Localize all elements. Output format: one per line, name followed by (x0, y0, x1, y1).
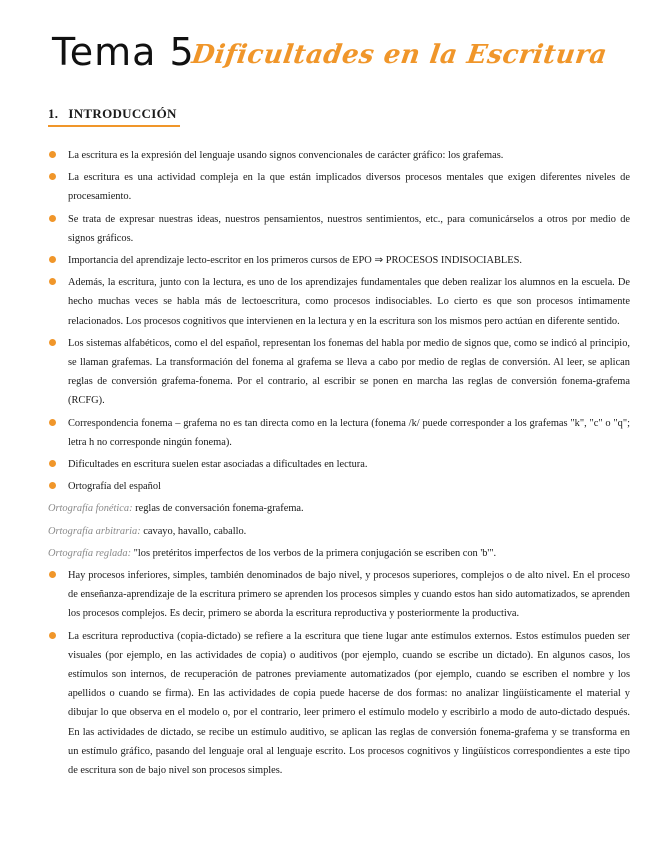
bullet-icon (49, 339, 56, 346)
bullet-text: Dificultades en escritura suelen estar asociadas a dificultades en lectura. (68, 459, 368, 471)
content (48, 146, 630, 783)
bullet-icon (49, 151, 56, 158)
bullet-text: Importancia del aprendizaje lecto-escritor en los primeros cursos de EPO ⇒ PROCESOS INDISOCIABLES. (68, 255, 522, 267)
section-heading (48, 106, 177, 122)
bullet-text: Además, la escritura, junto con la lectura, es uno de los aprendizajes fundamentales que deben realizar los alumnos en la escuela. De hecho muchas veces se habla más de lectoescritura, como procesos indisociables. Lo cierto es que son procesos íntimamente relacionados. Los procesos cognitivos que intervienen en la lectura y en la escritura son los mismos pero actúan en diferente sentido. (68, 277, 630, 327)
title-row (52, 30, 622, 82)
bullet-text: La escritura es una actividad compleja en la que están implicados diversos procesos mentales que exigen diferentes niveles de procesamiento. (68, 172, 630, 203)
bullet-item (48, 414, 630, 452)
bullet-icon (49, 482, 56, 489)
bullet-item (48, 168, 630, 206)
bullet-item (48, 334, 630, 411)
orthography-line (48, 522, 630, 541)
section-underline (48, 125, 180, 127)
bullet-item (48, 477, 630, 496)
bullet-icon (49, 173, 56, 180)
bullet-text: Los sistemas alfabéticos, como el del español, representan los fonemas del habla por medio de signos que, como se indicó al principio, se llaman grafemas. La transformación del fonema al grafema se lleva a cabo por medio de reglas de conversión. Al leer, se aplican reglas de conversión grafema-fonema. Por el contrario, al escribir se ponen en marcha las reglas de conversión fonema-grafema (RCFG). (68, 337, 630, 407)
orthography-line (48, 544, 630, 563)
title-subtitle: Dificultades en la Escritura (189, 40, 610, 70)
bullet-text: Correspondencia fonema – grafema no es tan directa como en la lectura (fonema /k/ puede corresponder a los grafemas "k", "c" o "q"; letra h no corresponde ningún fonema). (68, 417, 630, 448)
bullet-text: La escritura reproductiva (copia-dictado) se refiere a la escritura que tiene lugar ante estímulos externos. Estos estímulos pueden ser visuales (por ejemplo, en las actividades de copia) o auditivos (por ejemplo, cuando se escribe un dictado). En algunos casos, los estímulos son internos, de recuperación de patrones previamente automatizados (por ejemplo, cuando se escriben el nombre y los apellidos o cuando se firma). En las actividades de copia puede hacerse de dos formas: no analizar lingüísticamente el material y dibujar lo que observa en el modelo o, por el contrario, leer primero el estímulo modelo y escribirlo a modo de auto-dictado después. En las actividades de dictado, se recibe un estímulo auditivo, se aplican las reglas de conversión fonema-grafema y se transforma en un estímulo gráfico, pasando del lenguaje oral al lenguaje escrito. Los procesos cognitivos y lingüísticos correspondientes a este tipo de escritura son de bajo nivel son procesos simples. (68, 630, 630, 777)
bullet-item (48, 251, 630, 270)
section-number: 1. (48, 106, 59, 121)
orthography-label: Ortografía arbitraria: (48, 525, 141, 537)
orthography-label: Ortografía fonética: (48, 503, 133, 515)
orthography-label: Ortografía reglada: (48, 547, 132, 559)
section-label: INTRODUCCIÓN (68, 106, 177, 121)
bullet-item (48, 627, 630, 781)
bullet-item (48, 455, 630, 474)
orthography-text: "los pretéritos imperfectos de los verbos de la primera conjugación se escriben con 'b'". (131, 547, 497, 559)
bullet-icon (49, 460, 56, 467)
bullet-item (48, 273, 630, 331)
bullet-icon (49, 632, 56, 639)
bullet-text: Hay procesos inferiores, simples, también denominados de bajo nivel, y procesos superiores, complejos o de alto nivel. En el proceso de enseñanza-aprendizaje de la escritura primero se aprenden los procesos simples y cuando estos han sido automatizados, se aprenden los procesos complejos. Es decir, primero se aborda la escritura reproductiva y posteriormente la productiva. (68, 570, 630, 620)
title-main: Tema 5 (52, 30, 195, 74)
bullet-icon (49, 571, 56, 578)
bullet-icon (49, 256, 56, 263)
bullet-text: Ortografía del español (68, 481, 161, 493)
bullet-item (48, 210, 630, 248)
bullet-text: La escritura es la expresión del lenguaje usando signos convencionales de carácter gráfico: los grafemas. (68, 150, 504, 161)
bullet-icon (49, 278, 56, 285)
bullet-icon (49, 419, 56, 426)
orthography-line (48, 499, 630, 518)
orthography-text: reglas de conversación fonema-grafema. (132, 503, 304, 515)
bullet-item (48, 146, 630, 165)
bullet-item (48, 566, 630, 624)
orthography-text: cavayo, havallo, caballo. (140, 525, 247, 537)
bullet-text: Se trata de expresar nuestras ideas, nuestros pensamientos, nuestros sentimientos, etc., para comunicárselos a otros por medio de signos gráficos. (68, 213, 630, 244)
bullet-icon (49, 215, 56, 222)
